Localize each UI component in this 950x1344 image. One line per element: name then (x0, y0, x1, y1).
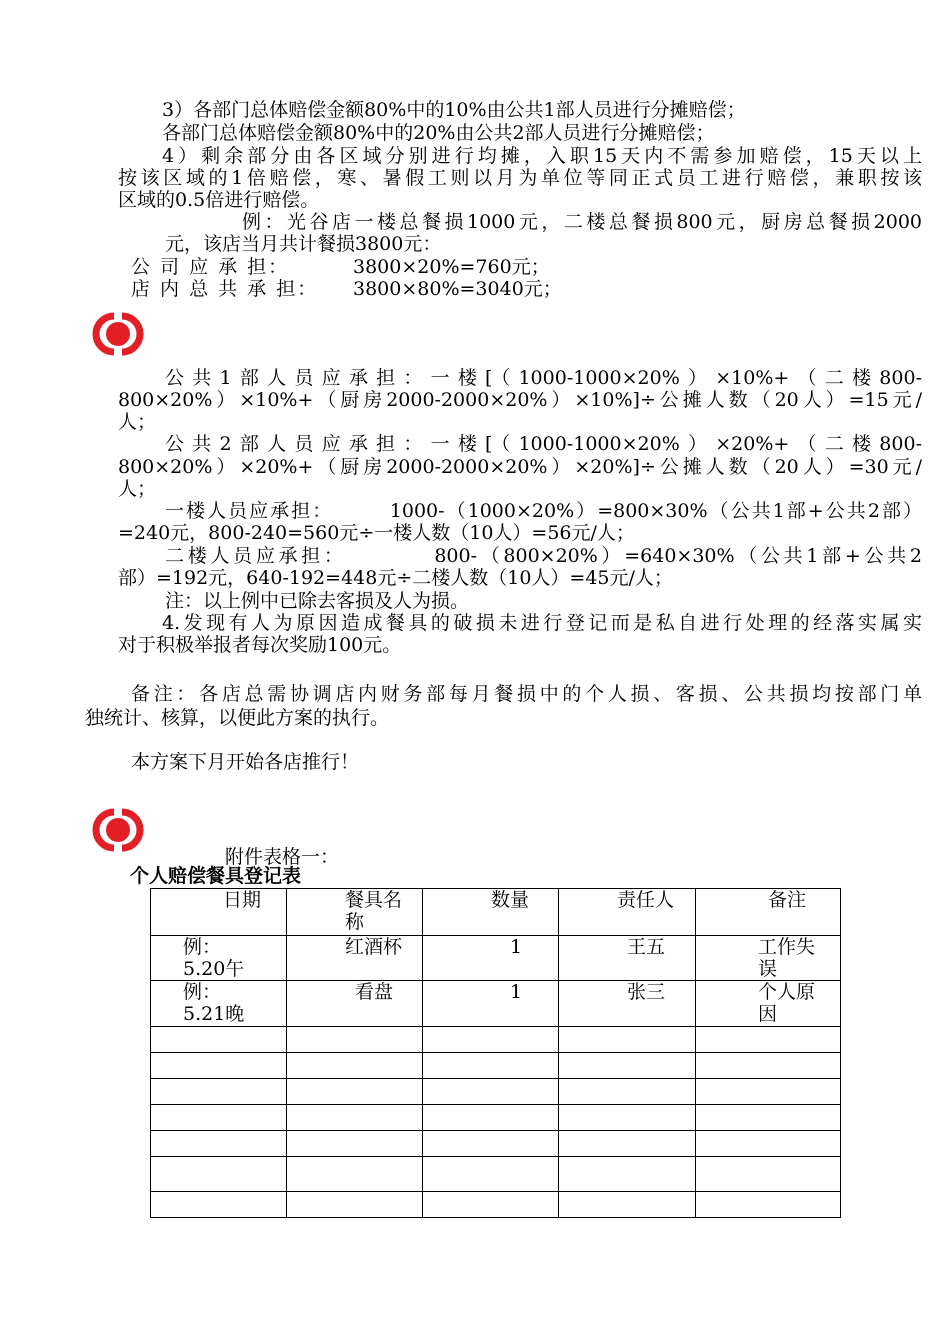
remark-line-2: 独统计、核算，以便此方案的执行。 (85, 707, 390, 729)
registration-table (150, 888, 841, 1218)
table-header-row (151, 889, 841, 936)
header-qty: 数量 (423, 889, 559, 936)
store-share-label: 店 内 总 共 承 担： (131, 278, 319, 300)
row-note: 工作失误 (758, 936, 816, 980)
example-line-1: 例：光谷店一楼总餐损1000元，二楼总餐损800元，厨房总餐损2000 (242, 211, 922, 233)
company-logo-icon (84, 808, 152, 852)
empty-row (151, 1157, 841, 1192)
rule-3-line-1: 3）各部门总体赔偿金额80%中的10%由公共1部人员进行分摊赔偿； (162, 99, 746, 121)
floor2-line-2: 部）=192元，640-192=448元÷二楼人数（10人）=45元/人； (118, 567, 673, 589)
rule-5-line-1: 4.发现有人为原因造成餐具的破损未进行登记而是私自进行处理的经落实属实 (162, 612, 922, 634)
public1-line-2: 800×20%）×10%+（厨房2000-2000×20%）×10%]÷公摊人数（20人）=15元/ (118, 389, 922, 411)
public1-line-3: 人； (118, 411, 157, 433)
company-logo-icon (84, 312, 152, 356)
empty-row (151, 1105, 841, 1131)
public2-line-1: 公共2部人员应承担：一楼[（1000-1000×20%）×20%+（二楼800- (165, 433, 922, 455)
table-row (151, 981, 841, 1027)
rule-4-line-3: 区域的0.5倍进行赔偿。 (118, 189, 320, 211)
row-person: 王五 (627, 936, 666, 958)
row-date: 例：5.20午 (183, 936, 245, 980)
note-line: 注：以上例中已除去客损及人为损。 (165, 590, 470, 612)
rule-5-line-2: 对于积极举报者每次奖励100元。 (118, 634, 402, 656)
closing-line: 本方案下月开始各店推行！ (131, 751, 360, 773)
empty-row (151, 1079, 841, 1105)
public1-line-1: 公共1部人员应承担：一楼[（1000-1000×20%）×10%+（二楼800- (165, 367, 922, 389)
empty-row (151, 1131, 841, 1157)
company-share-value: 3800×20%=760元； (353, 256, 550, 278)
row-item: 红酒杯 (345, 936, 403, 958)
floor1-line-1: 一楼人员应承担： 1000-（1000×20%）=800×30%（公共1部+公共2部） (165, 500, 922, 522)
row-qty: 1 (510, 936, 523, 958)
floor2-line-1: 二楼人员应承担： 800-（800×20%）=640×30%（公共1部+公共2 (165, 545, 922, 567)
example-line-2: 元，该店当月共计餐损3800元： (165, 233, 442, 255)
company-share-label: 公 司 应 承 担： (131, 256, 290, 278)
floor1-line-2: =240元，800-240=560元÷一楼人数（10人）=56元/人； (118, 522, 635, 544)
attachment-label: 附件表格一： (225, 846, 340, 868)
row-date: 例：5.21晚 (183, 981, 245, 1025)
row-person: 张三 (627, 981, 666, 1003)
rule-3-line-2: 各部门总体赔偿金额80%中的20%由公共2部人员进行分摊赔偿； (162, 122, 715, 144)
store-share-value: 3800×80%=3040元； (353, 278, 562, 300)
row-qty: 1 (510, 981, 523, 1003)
rule-4-line-1: 4）剩余部分由各区域分别进行均摊，入职15天内不需参加赔偿，15天以上 (162, 145, 922, 167)
row-note: 个人原因 (758, 981, 816, 1025)
public2-line-2: 800×20%）×20%+（厨房2000-2000×20%）×20%]÷公摊人数（20人）=30元/ (118, 456, 922, 478)
rule-4-line-2: 按该区域的1倍赔偿，寒、暑假工则以月为单位等同正式员工进行赔偿，兼职按该 (118, 167, 922, 189)
row-item: 看盘 (355, 981, 394, 1003)
header-note: 备注 (696, 889, 841, 936)
table-row (151, 936, 841, 981)
header-date: 日期 (151, 889, 287, 936)
table-title: 个人赔偿餐具登记表 (130, 865, 302, 887)
header-person: 责任人 (559, 889, 696, 936)
public2-line-3: 人； (118, 478, 157, 500)
remark-line-1: 备注：各店总需协调店内财务部每月餐损中的个人损、客损、公共损均按部门单 (131, 683, 922, 705)
header-item: 餐具名称 (287, 889, 423, 936)
empty-row (151, 1053, 841, 1079)
empty-row (151, 1192, 841, 1218)
empty-row (151, 1027, 841, 1053)
